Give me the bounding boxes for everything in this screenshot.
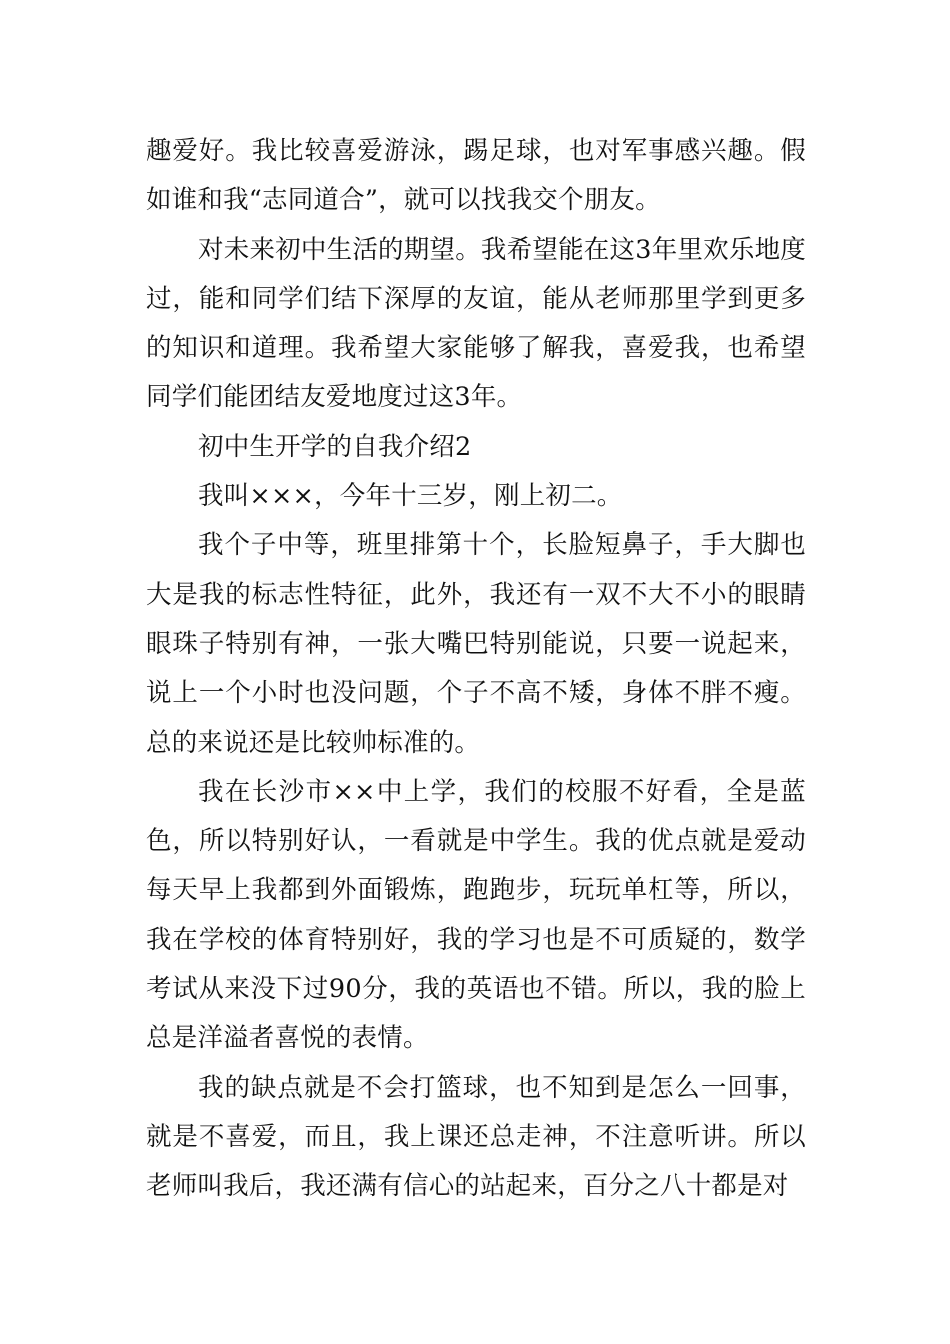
section-heading: 初中生开学的自我介绍2	[198, 431, 472, 462]
paragraph-expectations: 对未来初中生活的期望。我希望能在这3年里欢乐地度过，能和同学们结下深厚的友谊，能从老师那里学到更多的知识和道理。我希望大家能够了解我，喜爱我，也希望同学们能团结友爱地度过这3年。	[146, 234, 806, 413]
paragraph-appearance: 我个子中等，班里排第十个，长脸短鼻子，手大脚也大是我的标志性特征，此外，我还有一双不大不小的眼睛眼珠子特别有神，一张大嘴巴特别能说，只要一说起来，说上一个小时也没问题，个子不高不矮，身体不胖不瘦。总的来说还是比较帅标准的。	[146, 530, 806, 758]
paragraph-shortcomings: 我的缺点就是不会打篮球，也不知到是怎么一回事，就是不喜爱，而且，我上课还总走神，不注意听讲。所以老师叫我后，我还满有信心的站起来，百分之八十都是对	[146, 1072, 806, 1202]
paragraph-hobbies: 趣爱好。我比较喜爱游泳，踢足球，也对军事感兴趣。假如谁和我“志同道合”，就可以找我交个朋友。	[146, 136, 806, 216]
paragraph-school: 我在长沙市××中上学，我们的校服不好看，全是蓝色，所以特别好认，一看就是中学生。我的优点就是爱动每天早上我都到外面锻炼，跑跑步，玩玩单杠等，所以，我在学校的体育特别好，我的学习也是不可质疑的，数学考试从来没下过90分，我的英语也不错。所以，我的脸上总是洋溢者喜悦的表情。	[146, 776, 806, 1054]
paragraph-intro: 我叫×××，今年十三岁，刚上初二。	[198, 481, 623, 512]
document-body	[146, 127, 806, 1212]
